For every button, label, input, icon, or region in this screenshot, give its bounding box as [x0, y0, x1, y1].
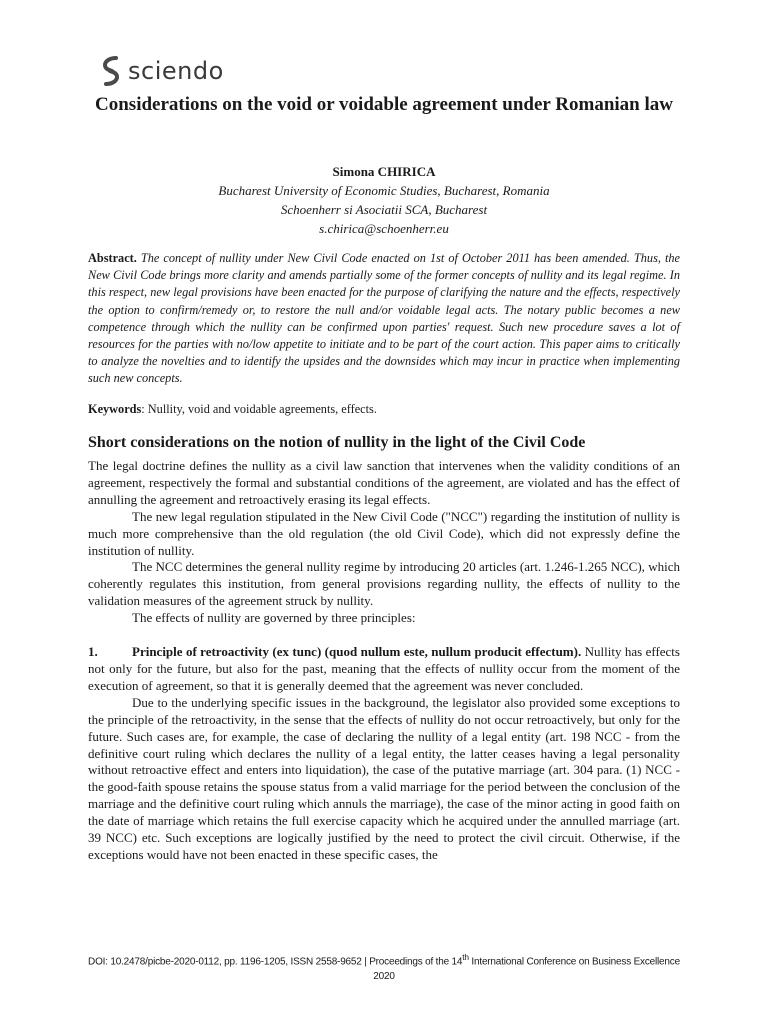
abstract-text: The concept of nullity under New Civil Code enacted on 1st of October 2011 has been amended. Thus, the New Civil Code brings more clarity and amends partially some of the former concepts of nullity and its legal regime. In this respect, new legal provisions have been enacted for the purpose of clarifying the nature and the effects, respectively the option to confirm/remedy or, to restore the null and/or voidable legal acts. The notary public becomes a new competence through which the nullity can be confirmed upon parties' request. Such new procedure saves a lot of resources for the parties with no/low appetite to initiate and to be part of the court action. This paper aims to critically to analyze the novelties and to identify the upsides and the downsides which may incur in practice when implementing such new concepts.	[88, 251, 680, 386]
affiliation-university: Bucharest University of Economic Studies, Bucharest, Romania	[218, 183, 550, 198]
paragraph: The new legal regulation stipulated in the New Civil Code ("NCC") regarding the institution of nullity is much more comprehensive than the old regulation (the old Civil Code), which did not expressly define the institution of nullity.	[88, 508, 680, 558]
abstract	[88, 250, 680, 388]
author-email[interactable]: s.chirica@schoenherr.eu	[319, 221, 449, 236]
page-footer	[88, 950, 680, 984]
sciendo-mark-icon	[100, 55, 122, 87]
numbered-paragraph	[88, 644, 680, 695]
paragraph: The NCC determines the general nullity regime by introducing 20 articles (art. 1.246-1.265 NCC), which coherently regulates this institution, from general provisions regarding nullity, the effects of nullity to the validation measures of the agreement struck by nullity.	[88, 559, 680, 609]
list-number: 1.	[88, 644, 98, 660]
paragraph: Due to the underlying specific issues in the background, the legislator also provided some exceptions to the principle of the retroactivity, in the sense that the effects of nullity do not occur retroactively, but only for the future. Such cases are, for example, the case of declaring the nullity of a legal entity (art. 198 NCC - from the definitive court ruling which declares the nullity of a legal entity, the latter ceases having a legal personality without retroactive effect and enters into liquidation), the case of the putative marriage (art. 304 para. (1) NCC - the good-faith spouse retains the spouse status from a valid marriage for the period between the conclusion of the marriage and the definitive court ruling which annuls the marriage), the case of the minor acting in good faith on the date of marriage which retains the full exercise capacity which he acquired under the annulled marriage (art. 39 NCC) etc. Such exceptions are logically justified by the need to protect the civil circuit. Otherwise, if the exceptions would have not been enacted in these specific cases, the	[88, 694, 680, 862]
affiliation-firm: Schoenherr si Asociatii SCA, Bucharest	[280, 202, 488, 217]
sciendo-logo	[100, 55, 224, 87]
spacer	[88, 627, 680, 644]
principle-text: Nullity has effects not only for the future, but also for the past, meaning that the effects of nullity occur from the moment of the execution of agreement, so that it is generally deemed that the agreement was never concluded.	[88, 644, 680, 693]
abstract-label: Abstract.	[88, 251, 137, 265]
section-heading: Short considerations on the notion of nullity in the light of the Civil Code	[88, 434, 586, 451]
paragraph: The legal doctrine defines the nullity as a civil law sanction that intervenes when the validity conditions of an agreement, respectively the formal and substantial conditions of the agreement, are violated and has the effect of annulling the agreement and retroactively erasing its legal effects.	[88, 458, 680, 507]
footer-superscript: th	[462, 952, 469, 962]
footer-doi: DOI: 10.2478/picbe-2020-0112, pp. 1196-1205, ISSN 2558-9652 | Proceedings of the 14	[88, 956, 463, 968]
author-name: Simona CHIRICA	[332, 164, 436, 179]
paragraph: The effects of nullity are governed by three principles:	[132, 610, 416, 626]
keywords-label: Keywords	[88, 402, 142, 416]
principle-heading: Principle of retroactivity (ex tunc) (quod nullum este, nullum producit effectum).	[132, 644, 582, 660]
keywords-text: : Nullity, void and voidable agreements, effects.	[141, 402, 377, 416]
logo-text: sciendo	[128, 57, 224, 85]
body-text	[88, 458, 680, 864]
footer-conference: International Conference on Business Excellence 2020	[373, 956, 680, 983]
paper-title: Considerations on the void or voidable agreement under Romanian law	[95, 94, 673, 115]
keywords	[88, 402, 680, 417]
